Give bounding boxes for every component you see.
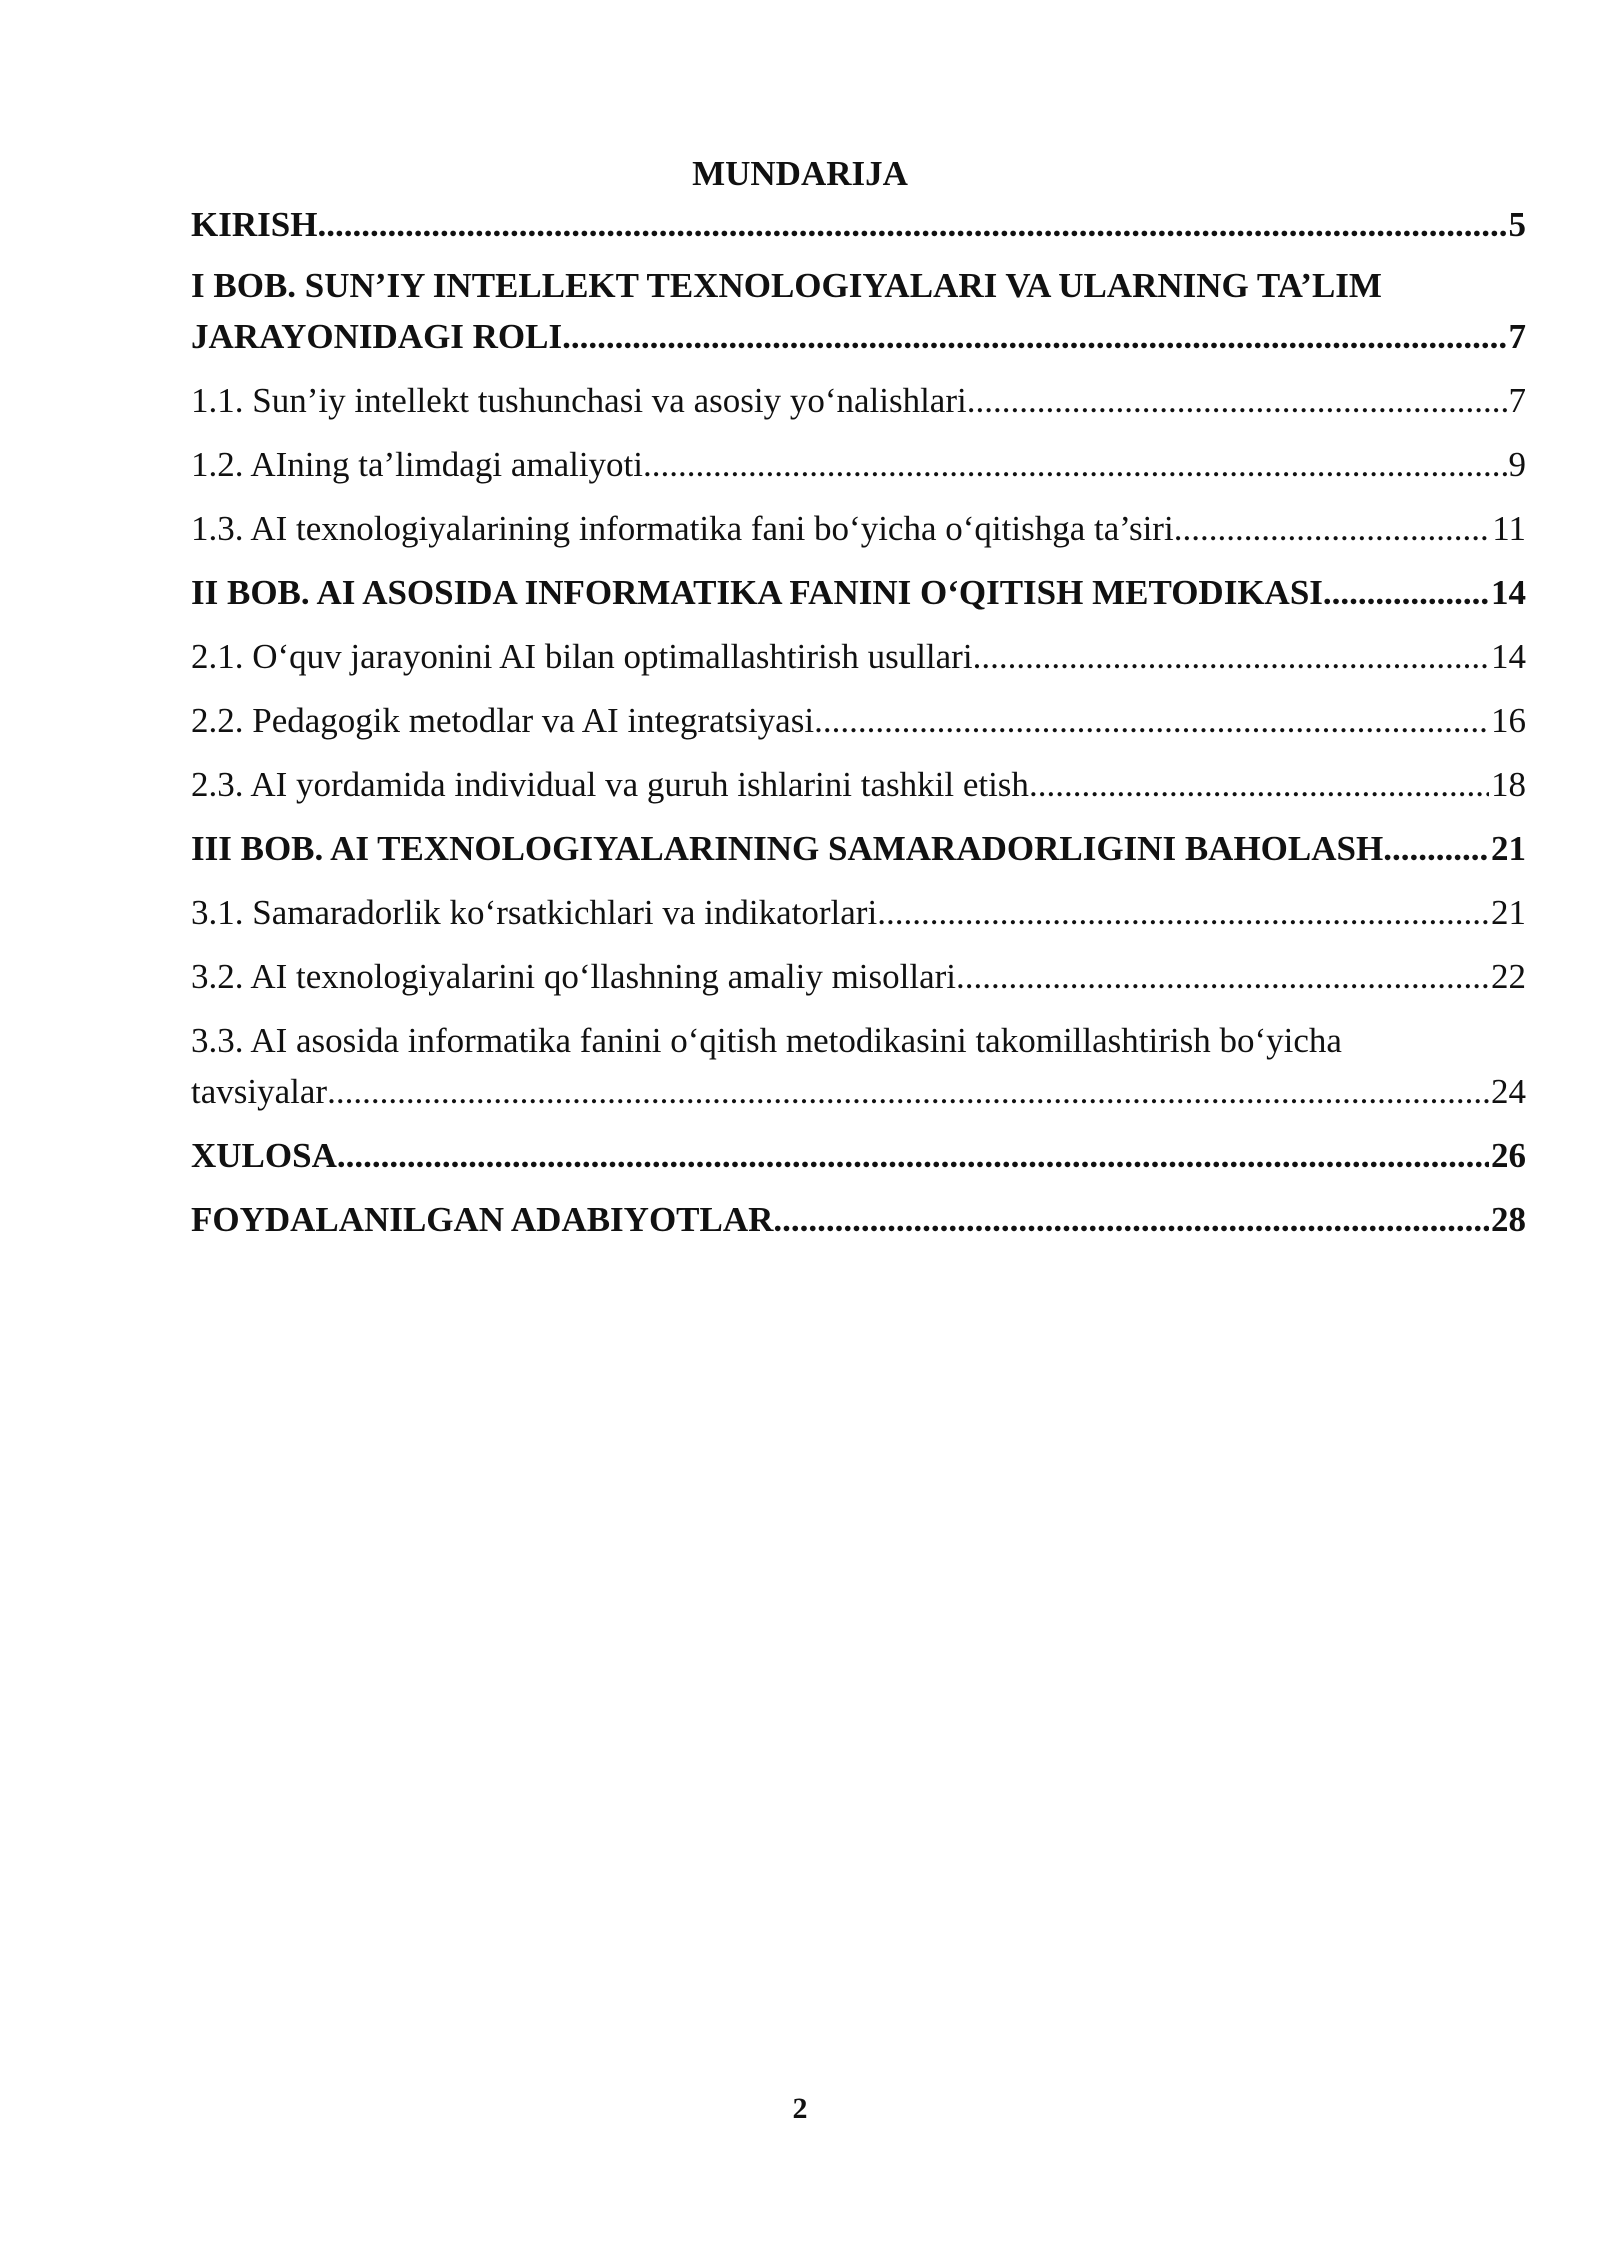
page-number: 2 — [792, 2092, 808, 2125]
toc-entry-page: 7 — [1508, 381, 1526, 420]
toc-leader-dots — [1383, 823, 1489, 874]
toc-leader-dots — [317, 199, 1506, 250]
toc-entry-page: 14 — [1491, 573, 1526, 612]
toc-entry-text: tavsiyalar — [191, 1072, 328, 1111]
toc-entry-text: 2.3. AI yordamida individual va guruh ishlarini tashkil etish — [191, 765, 1029, 804]
toc-entry-page: 11 — [1492, 509, 1526, 548]
toc-entry-page: 5 — [1508, 205, 1526, 244]
toc-entry-2-3[interactable] — [191, 759, 1526, 810]
toc-entry-page: 21 — [1491, 893, 1526, 932]
toc-entry-2-2[interactable] — [191, 695, 1526, 746]
toc-entry-page: 28 — [1491, 1200, 1526, 1239]
toc-entry-text: 2.2. Pedagogik metodlar va AI integratsiyasi — [191, 701, 815, 740]
toc-entry-text: KIRISH — [191, 205, 318, 244]
toc-entry-text: XULOSA — [191, 1136, 337, 1175]
toc-leader-dots — [1029, 759, 1489, 810]
toc-leader-dots — [877, 887, 1489, 938]
toc-entry-text: JARAYONIDAGI ROLI — [191, 317, 563, 356]
toc-entry-1-1[interactable] — [191, 375, 1526, 426]
toc-entry-text: 1.3. AI texnologiyalarining informatika fani bo‘yicha o‘qitishga ta’siri — [191, 509, 1174, 548]
toc-entry-text: 1.2. AIning ta’limdagi amaliyoti — [191, 445, 644, 484]
toc-entry-text: FOYDALANILGAN ADABIYOTLAR — [191, 1200, 774, 1239]
toc-title: MUNDARIJA — [692, 154, 908, 193]
toc-entry-kirish[interactable] — [191, 199, 1526, 250]
toc-leader-dots — [956, 951, 1489, 1002]
toc-leader-dots — [327, 1066, 1489, 1117]
toc-entry-text: 2.1. O‘quv jarayonini AI bilan optimallashtirish usullari — [191, 637, 973, 676]
toc-entry-text: 3.2. AI texnologiyalarini qo‘llashning amaliy misollari — [191, 957, 957, 996]
toc-entry-page: 21 — [1491, 829, 1526, 868]
toc-entry-page: 18 — [1491, 765, 1526, 804]
toc-entry-2-1[interactable] — [191, 631, 1526, 682]
toc-entry-page: 14 — [1491, 637, 1526, 676]
toc-leader-dots — [643, 439, 1506, 490]
toc-entry-text: III BOB. AI TEXNOLOGIYALARINING SAMARADORLIGINI BAHOLASH — [191, 829, 1384, 868]
toc-leader-dots — [773, 1194, 1489, 1245]
toc-leader-dots — [337, 1130, 1489, 1181]
toc-leader-dots — [967, 375, 1507, 426]
toc-entry-page: 26 — [1491, 1136, 1526, 1175]
toc-entry-page: 24 — [1491, 1072, 1526, 1111]
toc-entry-3-2[interactable] — [191, 951, 1526, 1002]
toc-leader-dots — [814, 695, 1489, 746]
toc-entry-page: 9 — [1508, 445, 1526, 484]
toc-leader-dots — [973, 631, 1489, 682]
toc-entry-text-line1: 3.3. AI asosida informatika fanini o‘qitish metodikasini takomillashtirish bo‘yicha — [191, 1021, 1342, 1060]
toc-entry-1-3[interactable] — [191, 503, 1526, 554]
toc-leader-dots — [1174, 503, 1491, 554]
toc-entry-3-3[interactable] — [191, 1015, 1526, 1117]
toc-entry-text: 1.1. Sun’iy intellekt tushunchasi va asosiy yo‘nalishlari — [191, 381, 967, 420]
toc-entry-text: 3.1. Samaradorlik ko‘rsatkichlari va indikatorlari — [191, 893, 878, 932]
toc-leader-dots — [1323, 567, 1489, 618]
toc-entry-chapter-2[interactable] — [191, 567, 1526, 618]
toc-leader-dots — [562, 311, 1506, 362]
toc-entry-references[interactable] — [191, 1194, 1526, 1245]
toc-entry-xulosa[interactable] — [191, 1130, 1526, 1181]
toc-entry-1-2[interactable] — [191, 439, 1526, 490]
toc-entry-chapter-3[interactable] — [191, 823, 1526, 874]
toc-entry-page: 22 — [1491, 957, 1526, 996]
table-of-contents — [191, 199, 1526, 1258]
toc-entry-text-line1: I BOB. SUN’IY INTELLEKT TEXNOLOGIYALARI VA ULARNING TA’LIM — [191, 266, 1382, 305]
toc-entry-chapter-1[interactable] — [191, 260, 1526, 362]
toc-entry-3-1[interactable] — [191, 887, 1526, 938]
toc-entry-page: 7 — [1508, 317, 1526, 356]
toc-entry-text: II BOB. AI ASOSIDA INFORMATIKA FANINI O‘QITISH METODIKASI — [191, 573, 1323, 612]
toc-entry-page: 16 — [1491, 701, 1526, 740]
